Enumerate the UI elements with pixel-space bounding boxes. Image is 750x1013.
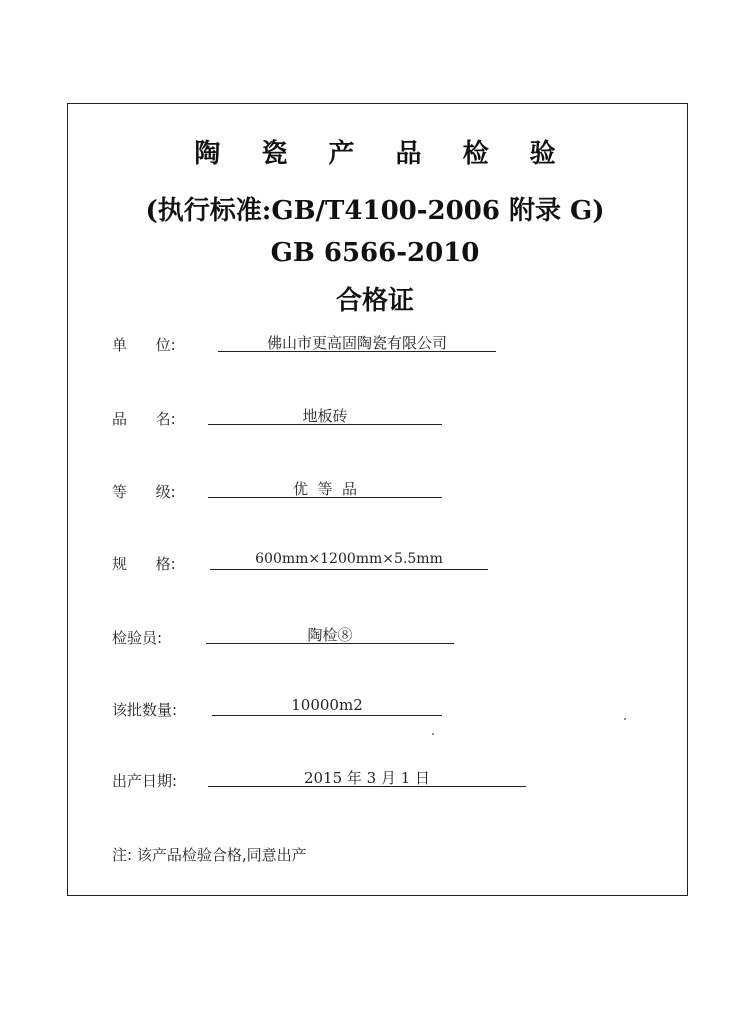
unit-label: 单 位: xyxy=(112,336,176,354)
spec-value: 600mm×1200mm×5.5mm xyxy=(255,551,443,567)
spec-underline xyxy=(210,569,488,570)
batch-quantity-value: 10000m2 xyxy=(291,696,363,714)
inspector-label: 检验员: xyxy=(112,629,163,647)
unit-underline xyxy=(218,351,496,352)
unit-value: 佛山市更高固陶瓷有限公司 xyxy=(266,334,447,352)
standard-reference: (执行标准:GB/T4100-2006 附录 G) xyxy=(145,196,605,226)
certificate-heading: 合格证 xyxy=(335,286,414,316)
batch-quantity-underline xyxy=(212,715,442,716)
standard-code: GB 6566-2010 xyxy=(270,238,480,268)
inspector-value: 陶检⑧ xyxy=(307,626,353,644)
scan-speck xyxy=(624,718,626,720)
grade-label: 等 级: xyxy=(112,483,176,501)
grade-value: 优 等 品 xyxy=(292,480,358,498)
production-date-underline xyxy=(208,786,526,787)
scan-speck xyxy=(432,733,434,735)
certificate-title: 陶 瓷 产 品 检 验 xyxy=(194,139,572,169)
product-name-value: 地板砖 xyxy=(302,407,348,425)
batch-quantity-label: 该批数量: xyxy=(112,701,178,719)
grade-underline xyxy=(208,497,442,498)
product-name-label: 品 名: xyxy=(112,410,176,428)
production-date-value: 2015 年 3 月 1 日 xyxy=(303,769,431,787)
product-name-underline xyxy=(208,424,442,425)
spec-label: 规 格: xyxy=(112,555,176,573)
production-date-label: 出产日期: xyxy=(112,772,178,790)
inspector-underline xyxy=(206,643,454,644)
certificate-note: 注: 该产品检验合格,同意出产 xyxy=(112,846,307,864)
